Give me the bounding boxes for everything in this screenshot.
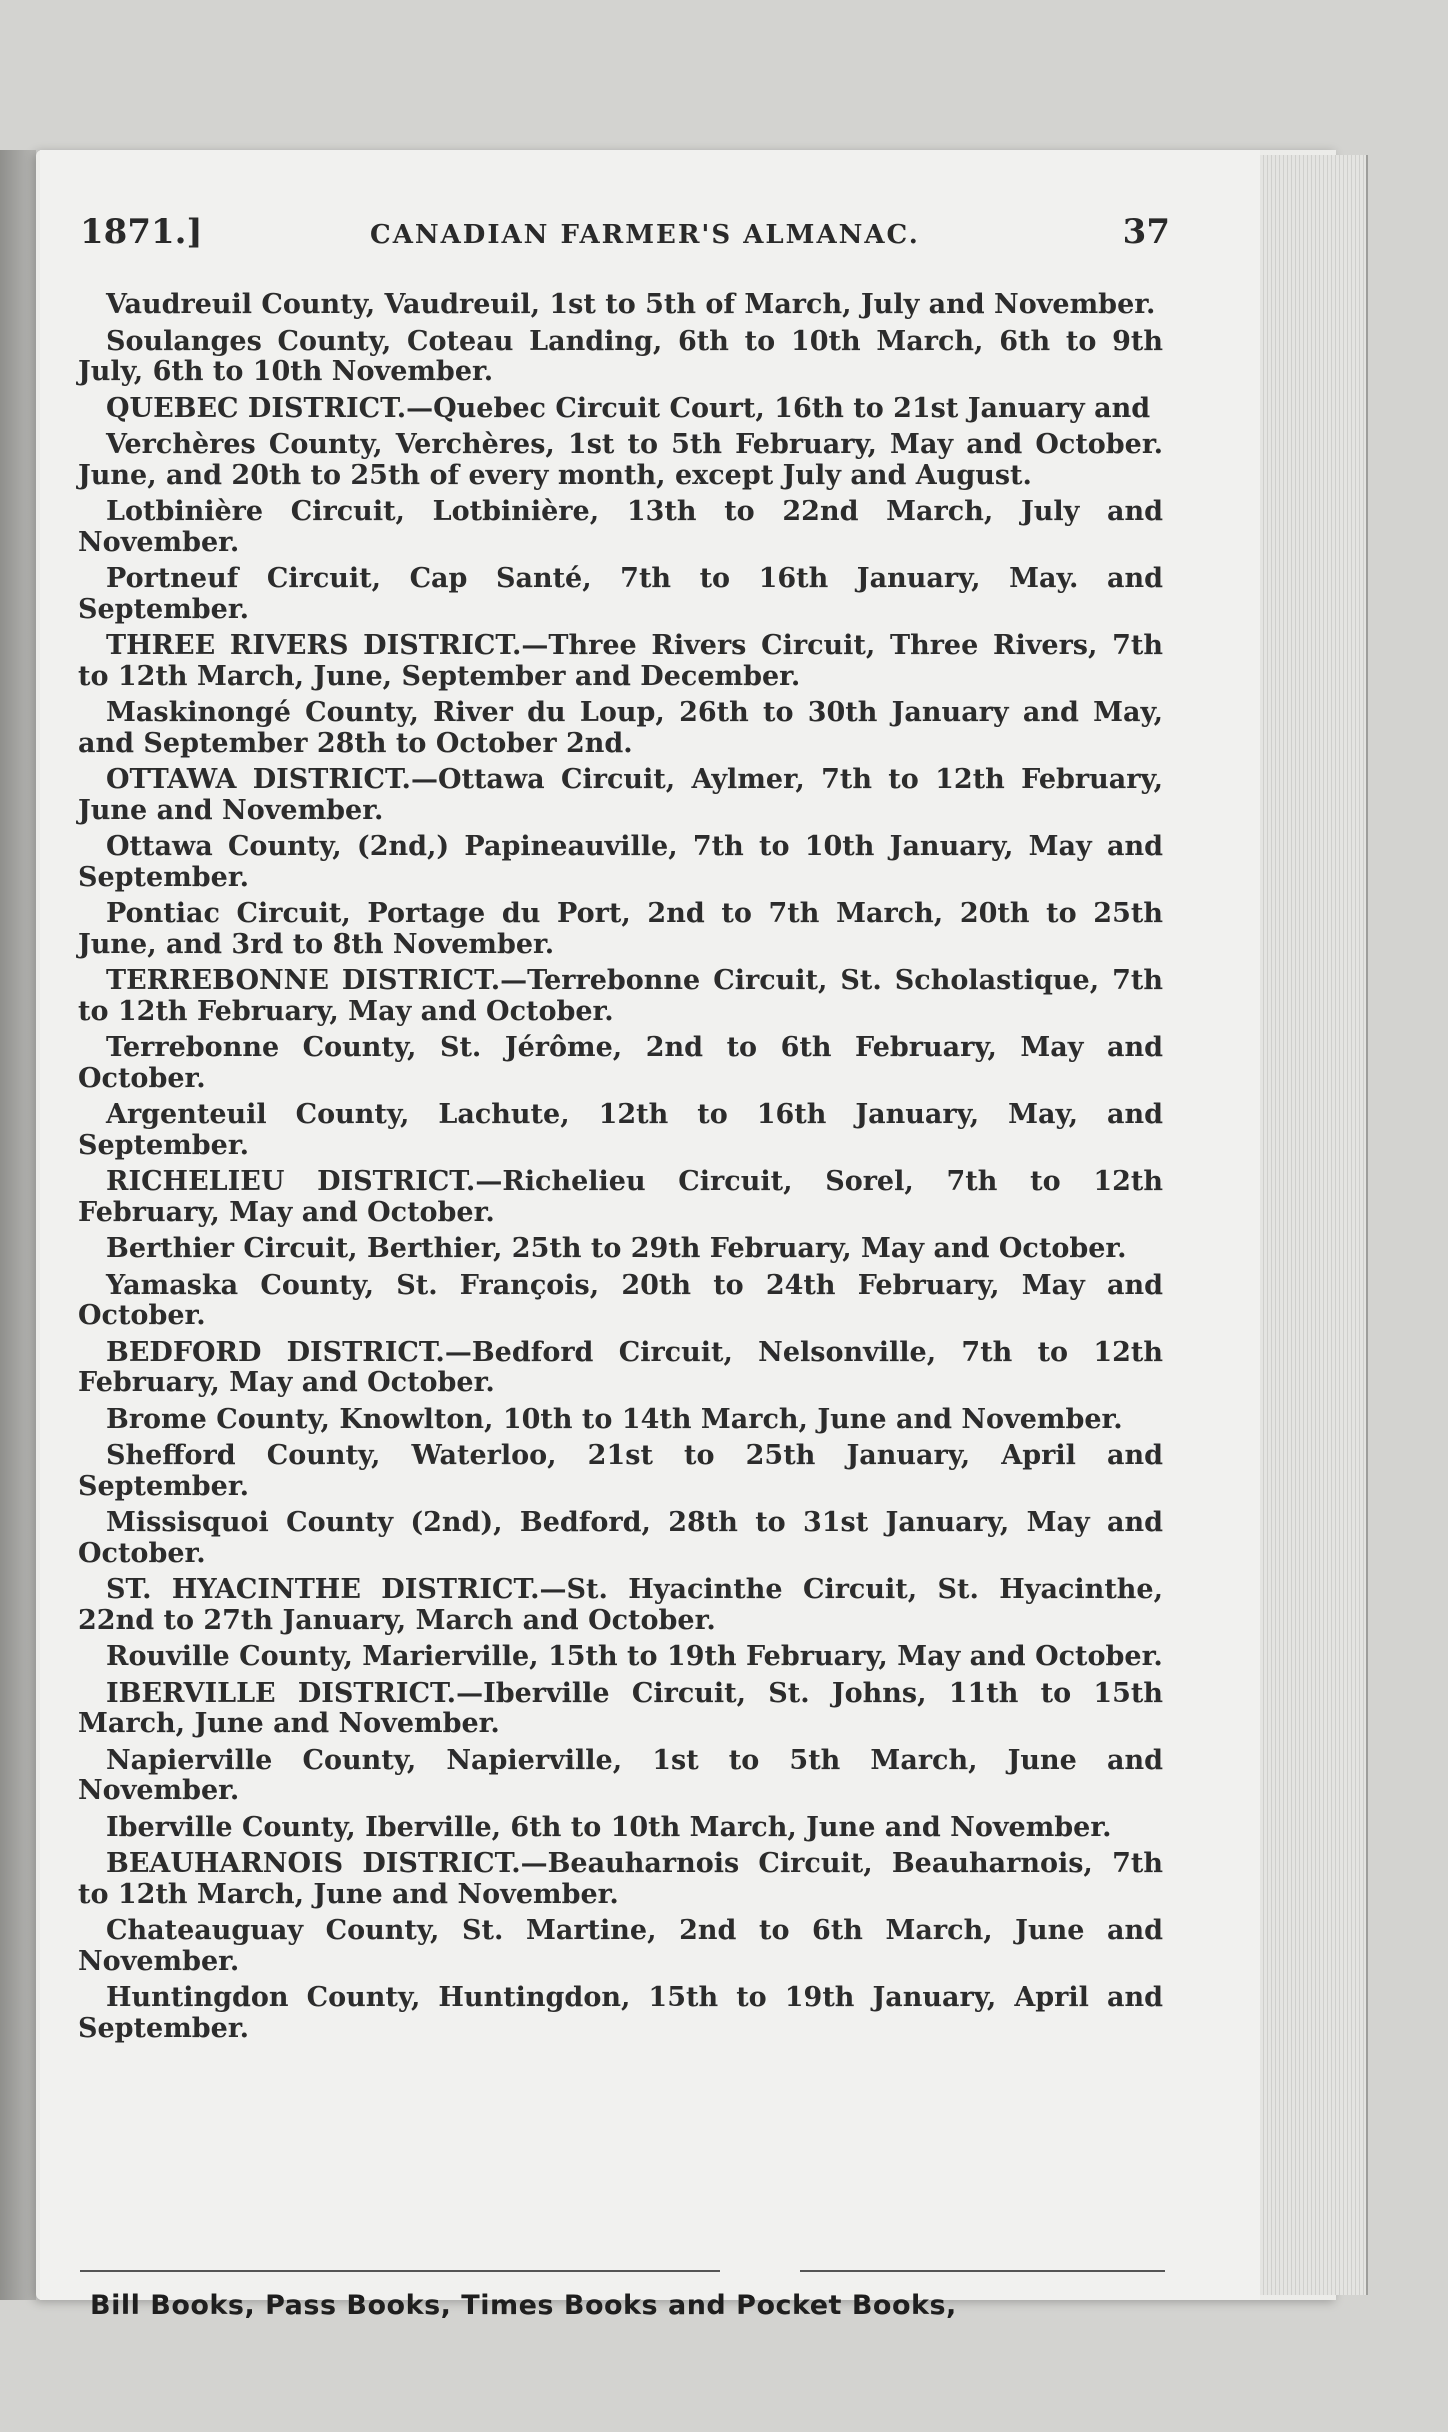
paragraph: IBERVILLE DISTRICT.—Iberville Circuit, St. Johns, 11th to 15th March, June and November. [78, 1677, 1163, 1739]
paragraph: Iberville County, Iberville, 6th to 10th March, June and November. [106, 1811, 1112, 1843]
page-number: 37 [1122, 212, 1170, 252]
paragraph: Huntingdon County, Huntingdon, 15th to 19th January, April and September. [78, 1982, 1163, 2044]
paragraph: Shefford County, Waterloo, 21st to 25th January, April and September. [78, 1440, 1163, 1502]
paragraph: Chateauguay County, St. Martine, 2nd to 6th March, June and November. [78, 1915, 1163, 1977]
paragraph: Berthier Circuit, Berthier, 25th to 29th February, May and October. [106, 1233, 1127, 1264]
paragraph: OTTAWA DISTRICT.—Ottawa Circuit, Aylmer, 7th to 12th February, June and November. [78, 764, 1163, 826]
paragraph: Pontiac Circuit, Portage du Port, 2nd to 7th March, 20th to 25th June, and 3rd to 8th November. [78, 898, 1163, 960]
paragraph: Maskinongé County, River du Loup, 26th to 30th January and May, and September 28th to October 2nd. [78, 697, 1163, 759]
paragraph: Portneuf Circuit, Cap Santé, 7th to 16th January, May. and September. [78, 563, 1163, 625]
paragraph: Ottawa County, (2nd,) Papineauville, 7th to 10th January, May and September. [78, 831, 1163, 893]
paragraph: Missisquoi County (2nd), Bedford, 28th to 31st January, May and October. [78, 1507, 1163, 1569]
paragraph: Rouville County, Marierville, 15th to 19th February, May and October. [106, 1641, 1163, 1672]
page-edges [1256, 155, 1368, 2295]
running-header [80, 212, 1170, 262]
paragraph: Vaudreuil County, Vaudreuil, 1st to 5th of March, July and November. [106, 289, 1156, 320]
paragraph: RICHELIEU DISTRICT.—Richelieu Circuit, Sorel, 7th to 12th February, May and October. [78, 1166, 1163, 1228]
header-year: 1871.] [80, 212, 203, 252]
paragraph: Yamaska County, St. François, 20th to 24th February, May and October. [78, 1269, 1163, 1331]
paragraph: ST. HYACINTHE DISTRICT.—St. Hyacinthe Circuit, St. Hyacinthe, 22nd to 27th January, March and October. [78, 1574, 1163, 1636]
paragraph: Napierville County, Napierville, 1st to 5th March, June and November. [78, 1744, 1163, 1806]
advertisement-footer: Bill Books, Pass Books, Times Books and Pocket Books, [90, 2290, 957, 2321]
paragraph: Argenteuil County, Lachute, 12th to 16th January, May, and September. [78, 1099, 1163, 1161]
paragraph: Verchères County, Verchères, 1st to 5th February, May and October. June, and 20th to 25th of every month, except July and August. [78, 429, 1163, 491]
paragraph: QUEBEC DISTRICT.—Quebec Circuit Court, 16th to 21st January and [106, 392, 1151, 424]
paragraph: Brome County, Knowlton, 10th to 14th March, June and November. [106, 1403, 1123, 1435]
header-title: CANADIAN FARMER'S ALMANAC. [370, 220, 920, 250]
paragraph: Soulanges County, Coteau Landing, 6th to 10th March, 6th to 9th July, 6th to 10th November. [78, 325, 1163, 387]
footer-rules [80, 2270, 1165, 2278]
paragraph: Lotbinière Circuit, Lotbinière, 13th to 22nd March, July and November. [78, 496, 1163, 558]
court-schedule-text [78, 290, 1163, 2050]
rule-divider [800, 2270, 1165, 2272]
paragraph: THREE RIVERS DISTRICT.—Three Rivers Circuit, Three Rivers, 7th to 12th March, June, September and December. [78, 630, 1163, 692]
paragraph: BEAUHARNOIS DISTRICT.—Beauharnois Circuit, Beauharnois, 7th to 12th March, June and November. [78, 1848, 1163, 1910]
rule-divider [80, 2270, 720, 2272]
book-spine-shadow [0, 150, 36, 2300]
paragraph: Terrebonne County, St. Jérôme, 2nd to 6th February, May and October. [78, 1032, 1163, 1094]
paragraph: BEDFORD DISTRICT.—Bedford Circuit, Nelsonville, 7th to 12th February, May and October. [78, 1336, 1163, 1398]
book-page [40, 150, 1260, 2321]
paragraph: TERREBONNE DISTRICT.—Terrebonne Circuit, St. Scholastique, 7th to 12th February, May and October. [78, 965, 1163, 1027]
